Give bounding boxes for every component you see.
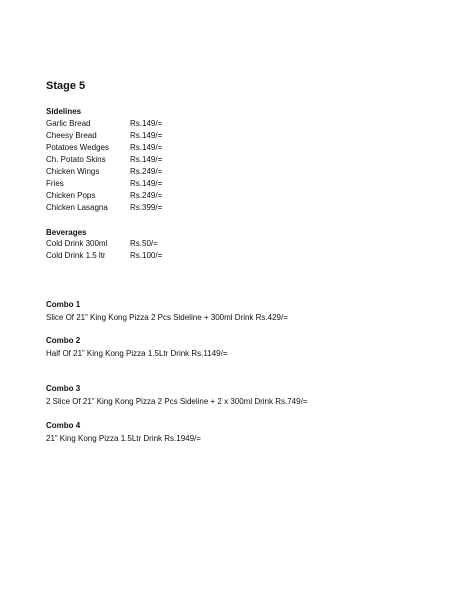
- item-price: Rs.399/=: [130, 203, 163, 212]
- item-price: Rs.249/=: [130, 167, 163, 176]
- list-item: [46, 118, 246, 130]
- list-item: [46, 154, 246, 166]
- item-price: Rs.149/=: [130, 119, 163, 128]
- combo-block: [46, 384, 307, 407]
- list-item: [46, 166, 246, 178]
- stage-title: Stage 5: [46, 80, 86, 92]
- combo-description: 2 Slice Of 21” King Kong Pizza 2 Pcs Sideline + 2 x 300ml Drink Rs.749/=: [46, 397, 308, 406]
- item-name: Ch. Potato Skins: [46, 155, 106, 164]
- combo-title: Combo 4: [46, 421, 81, 430]
- item-price: Rs.100/=: [130, 251, 163, 260]
- combo-description: Slice Of 21” King Kong Pizza 2 Pcs Sideline + 300ml Drink Rs.429/=: [46, 313, 288, 322]
- combo-title: Combo 2: [46, 336, 81, 345]
- item-name: Fries: [46, 179, 64, 188]
- list-item: [46, 238, 246, 250]
- combo-title: Combo 3: [46, 384, 81, 393]
- combo-block: [46, 300, 288, 323]
- item-name: Chicken Lasagna: [46, 203, 108, 212]
- combo-block: [46, 421, 201, 444]
- list-item: [46, 202, 246, 214]
- item-price: Rs.249/=: [130, 191, 163, 200]
- list-item: [46, 250, 246, 262]
- item-name: Cold Drink 300ml: [46, 239, 108, 248]
- item-name: Garlic Bread: [46, 119, 91, 128]
- list-item: [46, 142, 246, 154]
- item-name: Chicken Pops: [46, 191, 96, 200]
- item-name: Potatoes Wedges: [46, 143, 110, 152]
- combo-block: [46, 336, 228, 359]
- list-item: [46, 130, 246, 142]
- item-name: Chicken Wings: [46, 167, 100, 176]
- combo-title: Combo 1: [46, 300, 81, 309]
- item-name: Cheesy Bread: [46, 131, 97, 140]
- sidelines-heading: Sidelines: [46, 107, 82, 116]
- beverages-heading: Beverages: [46, 228, 87, 237]
- item-price: Rs.149/=: [130, 143, 163, 152]
- item-price: Rs.149/=: [130, 155, 163, 164]
- sidelines-list: [46, 118, 246, 214]
- item-price: Rs.50/=: [130, 239, 158, 248]
- list-item: [46, 178, 246, 190]
- list-item: [46, 190, 246, 202]
- item-price: Rs.149/=: [130, 131, 163, 140]
- beverages-list: [46, 238, 246, 262]
- item-name: Cold Drink 1.5 ltr: [46, 251, 106, 260]
- combo-description: Half Of 21” King Kong Pizza 1.5Ltr Drink Rs.1149/=: [46, 349, 228, 358]
- item-price: Rs.149/=: [130, 179, 163, 188]
- combo-description: 21” King Kong Pizza 1.5Ltr Drink Rs.1949/=: [46, 434, 201, 443]
